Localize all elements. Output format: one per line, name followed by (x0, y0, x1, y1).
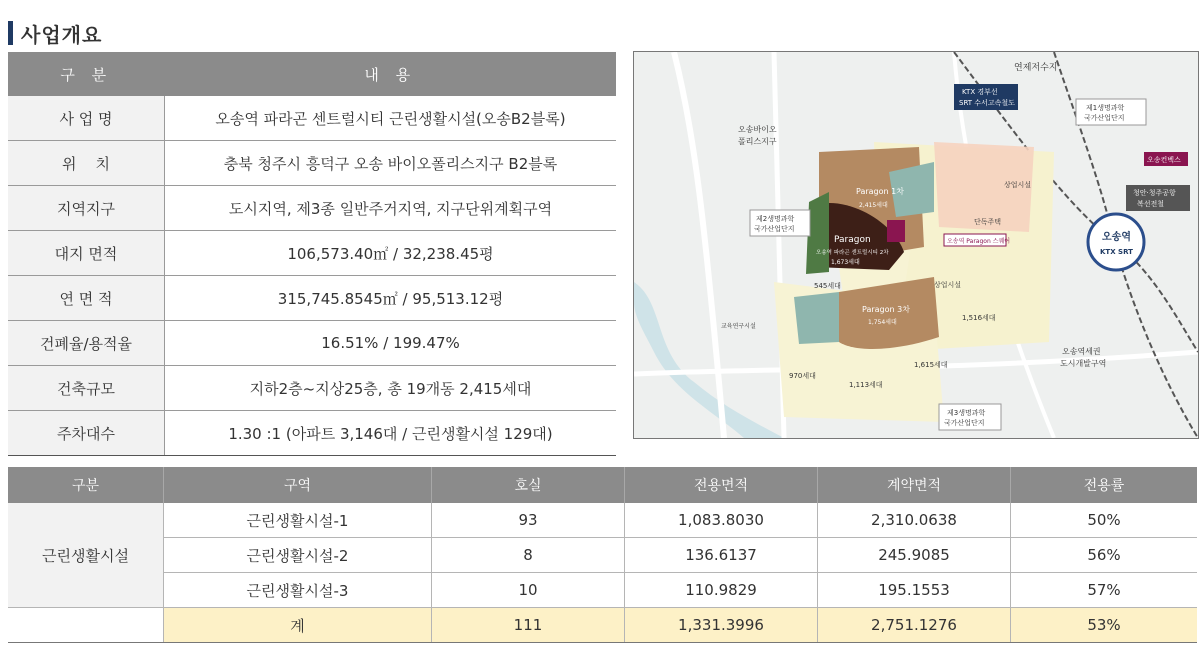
section-title (8, 20, 102, 46)
total-rooms: 111 (432, 608, 625, 643)
units-exclusive-area: 1,083.8030 (625, 503, 818, 538)
map-label: 오송역 파라곤 센트럴시티 2차 (816, 250, 889, 256)
page-title: 사업개요 (21, 22, 103, 47)
overview-row-value: 315,745.8545㎡ / 95,513.12평 (165, 276, 617, 321)
total-ratio: 53% (1011, 608, 1198, 643)
overview-row-label: 건폐율/용적율 (8, 321, 165, 366)
units-rooms: 10 (432, 573, 625, 608)
overview-row-label: 건축규모 (8, 366, 165, 411)
units-header: 계약면적 (818, 467, 1011, 503)
units-ratio: 50% (1011, 503, 1198, 538)
map-label: Paragon 1차 (856, 187, 904, 196)
overview-row-label: 사 업 명 (8, 96, 165, 141)
units-header: 구분 (8, 467, 164, 503)
map-label: 복선전철 (1137, 200, 1165, 208)
map-label: 청안·청주공항 (1133, 189, 1176, 197)
station-sublabel: KTX SRT (1100, 248, 1133, 256)
overview-row-value: 106,573.40㎡ / 32,238.45평 (165, 231, 617, 276)
units-header: 전용면적 (625, 467, 818, 503)
units-table (8, 467, 1197, 643)
map-label: Paragon 3차 (862, 305, 910, 314)
map-label: 1,615세대 (914, 361, 948, 369)
overview-row (8, 186, 616, 231)
site-label: 오송역 Paragon 스퀘어 (947, 238, 1011, 245)
units-zone: 근린생활시설-3 (164, 573, 432, 608)
map-label: 2,415세대 (859, 202, 888, 209)
overview-header-row (8, 52, 616, 96)
map-illustration (634, 52, 1198, 438)
table-row (8, 573, 1197, 608)
overview-row (8, 321, 616, 366)
overview-row (8, 141, 616, 186)
total-contract-area: 2,751.1276 (818, 608, 1011, 643)
map-label: 1,673세대 (831, 259, 860, 266)
map-label: 상업시설 (934, 281, 962, 289)
overview-table (8, 52, 616, 456)
site-location-map (633, 51, 1199, 439)
units-rooms: 8 (432, 538, 625, 573)
map-label: 오송역세권 (1062, 347, 1101, 356)
overview-row-label: 위 치 (8, 141, 165, 186)
map-label: 교육연구시설 (721, 323, 756, 330)
units-ratio: 57% (1011, 573, 1198, 608)
overview-row-value: 16.51% / 199.47% (165, 321, 617, 366)
map-label: 1,754세대 (868, 319, 897, 326)
overview-header-content: 내 용 (165, 52, 617, 96)
units-ratio: 56% (1011, 538, 1198, 573)
map-label: 1,516세대 (962, 314, 996, 322)
station-label: 오송역 (1102, 232, 1131, 243)
table-row (8, 538, 1197, 573)
overview-row-label: 주차대수 (8, 411, 165, 456)
title-accent-bar (8, 21, 13, 45)
map-label: 오송바이오 (738, 125, 777, 134)
overview-row-value: 충북 청주시 흥덕구 오송 바이오폴리스지구 B2블록 (165, 141, 617, 186)
units-zone: 근린생활시설-2 (164, 538, 432, 573)
map-label: SRT 수서고속철도 (959, 99, 1015, 107)
map-label: 오송컨벡스 (1147, 156, 1181, 164)
map-label: 폴리스지구 (738, 137, 777, 146)
map-label: 국가산업단지 (754, 225, 795, 233)
overview-row (8, 96, 616, 141)
overview-row-value: 1.30 :1 (아파트 3,146대 / 근린생활시설 129대) (165, 411, 617, 456)
units-header: 호실 (432, 467, 625, 503)
table-row (8, 503, 1197, 538)
total-zone: 계 (164, 608, 432, 643)
map-label: 국가산업단지 (1084, 114, 1125, 122)
overview-row-value: 지하2층~지상25층, 총 19개동 2,415세대 (165, 366, 617, 411)
units-zone: 근린생활시설-1 (164, 503, 432, 538)
overview-row (8, 231, 616, 276)
map-label: 1,113세대 (849, 381, 883, 389)
map-label: 단독주택 (974, 218, 1002, 226)
units-header: 전용률 (1011, 467, 1198, 503)
units-rooms: 93 (432, 503, 625, 538)
total-row (8, 608, 1197, 643)
units-contract-area: 195.1553 (818, 573, 1011, 608)
overview-row-label: 지역지구 (8, 186, 165, 231)
map-label: KTX 경부선 (962, 88, 998, 96)
units-header-row (8, 467, 1197, 503)
map-label: Paragon (834, 235, 871, 245)
overview-row (8, 411, 616, 456)
map-label: 제1생명과학 (1086, 104, 1125, 112)
units-category: 근린생활시설 (8, 503, 164, 608)
units-header: 구역 (164, 467, 432, 503)
map-label: 상업시설 (1004, 181, 1032, 189)
map-label: 제2생명과학 (756, 215, 795, 223)
units-contract-area: 245.9085 (818, 538, 1011, 573)
overview-row (8, 366, 616, 411)
site-marker (887, 220, 905, 242)
map-label: 국가산업단지 (944, 419, 985, 427)
units-exclusive-area: 110.9829 (625, 573, 818, 608)
total-exclusive-area: 1,331.3996 (625, 608, 818, 643)
overview-row (8, 276, 616, 321)
map-label: 제3생명과학 (947, 409, 986, 417)
map-label: 545세대 (814, 282, 841, 290)
map-label: 970세대 (789, 372, 816, 380)
units-exclusive-area: 136.6137 (625, 538, 818, 573)
overview-header-category: 구 분 (8, 52, 165, 96)
map-label: 도시개발구역 (1060, 359, 1107, 368)
overview-row-label: 대지 면적 (8, 231, 165, 276)
overview-row-value: 도시지역, 제3종 일반주거지역, 지구단위계획구역 (165, 186, 617, 231)
overview-row-label: 연 면 적 (8, 276, 165, 321)
map-label: 연제저수지 (1014, 63, 1058, 73)
units-contract-area: 2,310.0638 (818, 503, 1011, 538)
total-row-blank (8, 608, 164, 643)
overview-row-value: 오송역 파라곤 센트럴시티 근린생활시설(오송B2블록) (165, 96, 617, 141)
